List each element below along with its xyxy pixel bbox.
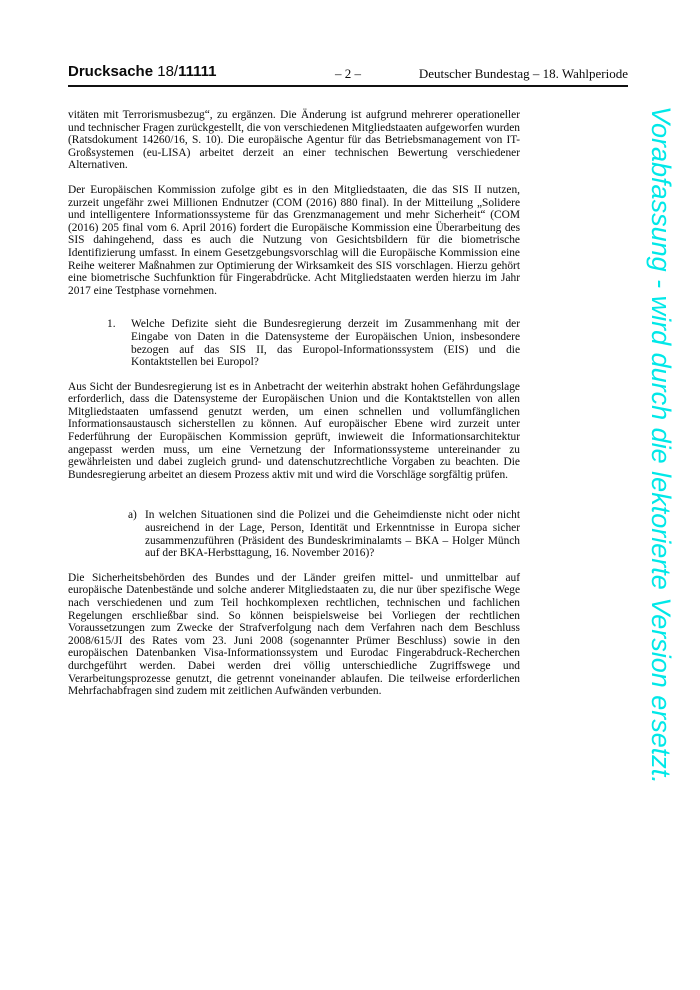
document-body bbox=[68, 109, 520, 698]
doc-number-prefix: 18/ bbox=[157, 63, 179, 80]
question-a-text: In welchen Situationen sind die Polizei und die Geheimdienste nicht oder nicht ausreichend in der Lage, Person, Identität und Erkenntnisse in Europa sicher zusammenzuführen (Präsident des Bundeskriminalamts – BKA – Holger Münch auf der BKA-Herbsttagung, 16. November 2016)? bbox=[145, 509, 520, 560]
question-1 bbox=[107, 318, 520, 368]
intro-paragraph-2: Der Europäischen Kommission zufolge gibt es in den Mitgliedstaaten, die das SIS II nutzen, zurzeit ungefähr zwei Millionen Endnutzer (COM (2016) 880 final). In der Mitteilung „Solidere und intelligentere Informationssysteme für das Grenzmanagement und mehr Sicherheit“ (COM (2016) 205 final vom 6. April 2016) fordert die Europäische Kommission eine Überarbeitung des SIS dahingehend, dass es auch die Nutzung von Gesichtsbildern für die biometrische Identifizierung umfasst. In einem Gesetzgebungsvorschlag will die Europäische Kommission eine Reihe weiterer Maßnahmen zur Optimierung der Wirksamkeit des SIS vorschlagen. Hierzu gehört eine biometrische Suchfunktion für Fingerabdrücke. Acht Mitgliedstaaten werden hierzu im Jahr 2017 eine Testphase vornehmen. bbox=[68, 183, 520, 297]
question-1-text: Welche Defizite sieht die Bundesregierung derzeit im Zusammenhang mit der Eingabe von Daten in die Datensysteme der Europäischen Union, insbesondere bezogen auf das SIS II, das Europol-Informationssystem (EIS) und die Kontaktstellen bei Europol? bbox=[131, 318, 520, 369]
question-a-label: a) bbox=[128, 509, 137, 522]
question-a bbox=[128, 509, 520, 559]
prerelease-watermark: Vorabfassung - wird durch die lektorierte Version ersetzt. bbox=[646, 106, 676, 784]
parliament-header: Deutscher Bundestag – 18. Wahlperiode bbox=[418, 66, 628, 81]
doc-reference-label: Drucksache bbox=[68, 63, 154, 80]
question-1-number: 1. bbox=[107, 318, 116, 331]
answer-1: Aus Sicht der Bundesregierung ist es in Anbetracht der weiterhin abstrakt hohen Gefährdungslage erforderlich, dass die Datensysteme der Europäischen Union und die Kontaktstellen von allen Mitgliedstaaten umfassend genutzt werden, um einen schnellen und vollumfänglichen Informationsaustausch sicherstellen zu können. Auf europäischer Ebene wird zurzeit unter Federführung der Europäischen Kommission geprüft, inwieweit die Informationsarchitektur angepasst werden muss, um eine Vernetzung der Informationssysteme untereinander zu gewährleisten und dabei zugleich grund- und datenschutzrechtliche Vorgaben zu beachten. Die Bundesregierung arbeitet an diesem Prozess aktiv mit und wird die Vorschläge sorgfältig prüfen. bbox=[68, 380, 520, 481]
header-divider bbox=[68, 85, 628, 87]
doc-number: 11111 bbox=[178, 63, 217, 80]
answer-a: Die Sicherheitsbehörden des Bundes und der Länder greifen mittel- und unmittelbar auf europäische Datenbestände und solche anderer Mitgliedstaaten zu, die nur über spezifische Wege nach verschiedenen und zum Teil hochkomplexen rechtlichen, technischen und fachlichen Regelungen erschließbar sind. So können beispielsweise bei Vorliegen der rechtlichen Voraussetzungen zum Zwecke der Strafverfolgung nach dem Verfahren nach dem Beschluss 2008/615/JI des Rates vom 23. Juni 2008 (sogenannter Prümer Beschluss) sowie in den europäischen Datenbanken Visa-Informationssystem und Eurodac Fingerabdruck-Recherchen durchgeführt werden. Dabei werden drei völlig unterschiedliche Zugriffswege und Verarbeitungsprozesse genutzt, die getrennt voneinander ablaufen. Die teilweise erforderlichen Mehrfachabfragen sind zudem mit zeitlichen Aufwänden verbunden. bbox=[68, 571, 520, 698]
intro-paragraph-1: vitäten mit Terrorismusbezug“, zu ergänzen. Die Änderung ist aufgrund mehrerer operationeller und technischer Fragen zurückgestellt, die von verschiedenen Mitgliedstaaten aufgeworfen wurden (Ratsdokument 14260/16, S. 10). Die europäische Agentur für das Betriebsmanagement von IT-Großsystemen (eu-LISA) arbeitet derzeit an einer technischen Bewertung verschiedener Alternativen. bbox=[68, 109, 520, 172]
page-number: – 2 – bbox=[335, 66, 361, 81]
